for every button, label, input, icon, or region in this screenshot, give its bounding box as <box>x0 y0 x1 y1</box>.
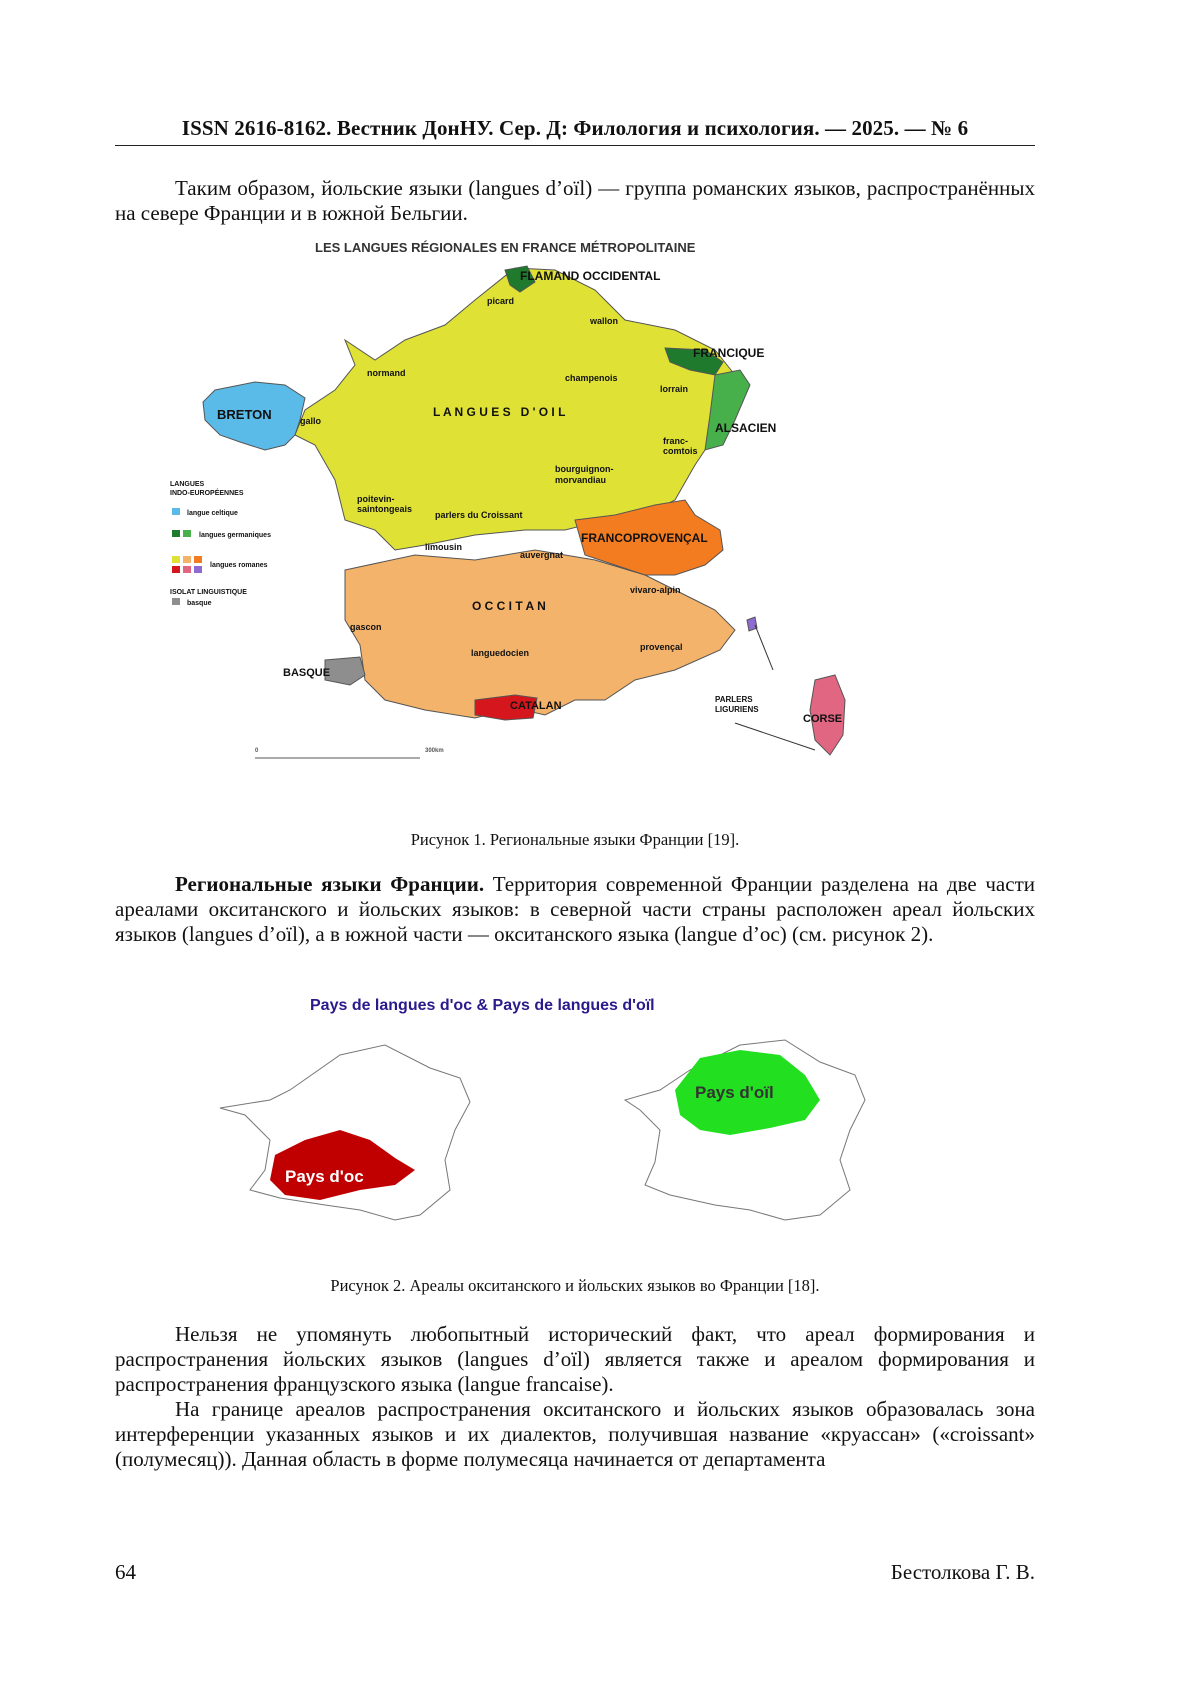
section-text: Территория современной Франции разделена на две части ареалами окситанского и йольских языков: в северной части страны расположен ареал йольских языков (langues d’oïl), а в южной части — окситанского языка (langue d’oc) (см. рисунок 2). <box>115 872 1035 946</box>
label-parlers-croissant: parlers du Croissant <box>435 510 523 520</box>
figure2-label-oil: Pays d'oïl <box>695 1083 774 1102</box>
section-paragraph <box>115 872 1035 947</box>
legend-swatch-basque <box>172 598 180 605</box>
figure2-label-oc: Pays d'oc <box>285 1167 364 1186</box>
figure2-oc-area <box>270 1130 415 1200</box>
paragraph-4: На границе ареалов распространения окситанского и йольских языков образовалась зона интерференции указанных языков и их диалектов, получившая название «круассан» («croissant» (полумесяц)). Данная область в форме полумесяца начинается от департамента <box>115 1397 1035 1471</box>
intro-paragraph: Таким образом, йольские языки (langues d’oïl) — группа романских языков, распространённых на севере Франции и в южной Бельгии. <box>115 176 1035 225</box>
label-franc-comtois-1: franc- <box>663 436 689 446</box>
figure2-caption: Рисунок 2. Ареалы окситанского и йольских языков во Франции [18]. <box>330 1276 820 1295</box>
label-poitevin-1: poitevin- <box>357 494 395 504</box>
label-langues-doil: L A N G U E S D ' O I L <box>433 405 566 419</box>
label-vivaro-alpin: vivaro-alpin <box>630 585 681 595</box>
legend-heading-2: INDO-EUROPÉENNES <box>170 490 244 497</box>
map-title: LES LANGUES RÉGIONALES EN FRANCE MÉTROPOLITAINE <box>315 240 696 255</box>
legend-romance: langues romanes <box>210 562 268 569</box>
label-auvergnat: auvergnat <box>520 550 564 560</box>
label-champenois: champenois <box>565 373 618 383</box>
label-languedocien: languedocien <box>471 648 530 658</box>
label-flamand: FLAMAND OCCIDENTAL <box>520 269 661 283</box>
label-breton: BRETON <box>217 407 272 422</box>
label-franc-comtois-2: comtois <box>663 446 698 456</box>
legend-swatch-germanic-light <box>183 530 191 537</box>
figure1-map <box>170 230 975 820</box>
author-name: Бестолкова Г. В. <box>890 1560 1035 1584</box>
legend-germanic: langues germaniques <box>199 532 271 539</box>
label-gallo: gallo <box>300 416 322 426</box>
label-wallon: wallon <box>590 316 619 326</box>
label-gascon: gascon <box>350 622 382 632</box>
running-header: ISSN 2616-8162. Вестник ДонНУ. Сер. Д: Филология и психология. — 2025. — № 6 <box>115 116 1035 146</box>
page-number: 64 <box>115 1560 136 1584</box>
figure2-title: Pays de langues d'oc & Pays de langues d'oïl <box>310 997 655 1014</box>
label-parlers-liguriens-1: PARLERS <box>715 695 753 704</box>
section-lead: Региональные языки Франции. <box>175 872 485 896</box>
label-lorrain: lorrain <box>660 384 689 394</box>
label-normand: normand <box>367 368 406 378</box>
label-francoprovencal: FRANCOPROVENÇAL <box>581 531 708 545</box>
figure2-maps <box>210 990 930 1265</box>
legend-swatch-germanic-dark <box>172 530 180 537</box>
region-ligurian <box>747 617 757 631</box>
label-picard: picard <box>487 296 515 306</box>
legend-basque: basque <box>187 600 212 607</box>
label-poitevin-2: saintongeais <box>357 504 413 514</box>
label-provencal: provençal <box>640 642 683 652</box>
label-alsacien: ALSACIEN <box>715 421 777 435</box>
paragraph-3: Нельзя не упомянуть любопытный исторический факт, что ареал формирования и распространения йольских языков (langues d’oïl) является также и ареалом формирования и распространения французского языка (langue francaise). <box>115 1322 1035 1396</box>
label-corse: CORSE <box>803 713 843 725</box>
label-basque: BASQUE <box>283 667 331 679</box>
legend-isolate-heading: ISOLAT LINGUISTIQUE <box>170 589 247 596</box>
label-occitan: O C C I T A N <box>472 599 546 613</box>
label-catalan: CATALAN <box>510 700 562 712</box>
legend-celtic: langue celtique <box>187 510 238 517</box>
scale-zero: 0 <box>255 748 259 754</box>
figure1-caption: Рисунок 1. Региональные языки Франции [19]. <box>410 830 740 849</box>
label-bourguignon-2: morvandiau <box>555 475 607 485</box>
label-limousin: limousin <box>425 542 463 552</box>
label-parlers-liguriens-2: LIGURIENS <box>715 705 759 714</box>
scale-km: 300km <box>425 748 444 754</box>
legend-swatch-celtic <box>172 508 180 515</box>
label-bourguignon-1: bourguignon- <box>555 464 614 474</box>
legend-heading-1: LANGUES <box>170 481 205 488</box>
label-francique: FRANCIQUE <box>693 346 765 360</box>
